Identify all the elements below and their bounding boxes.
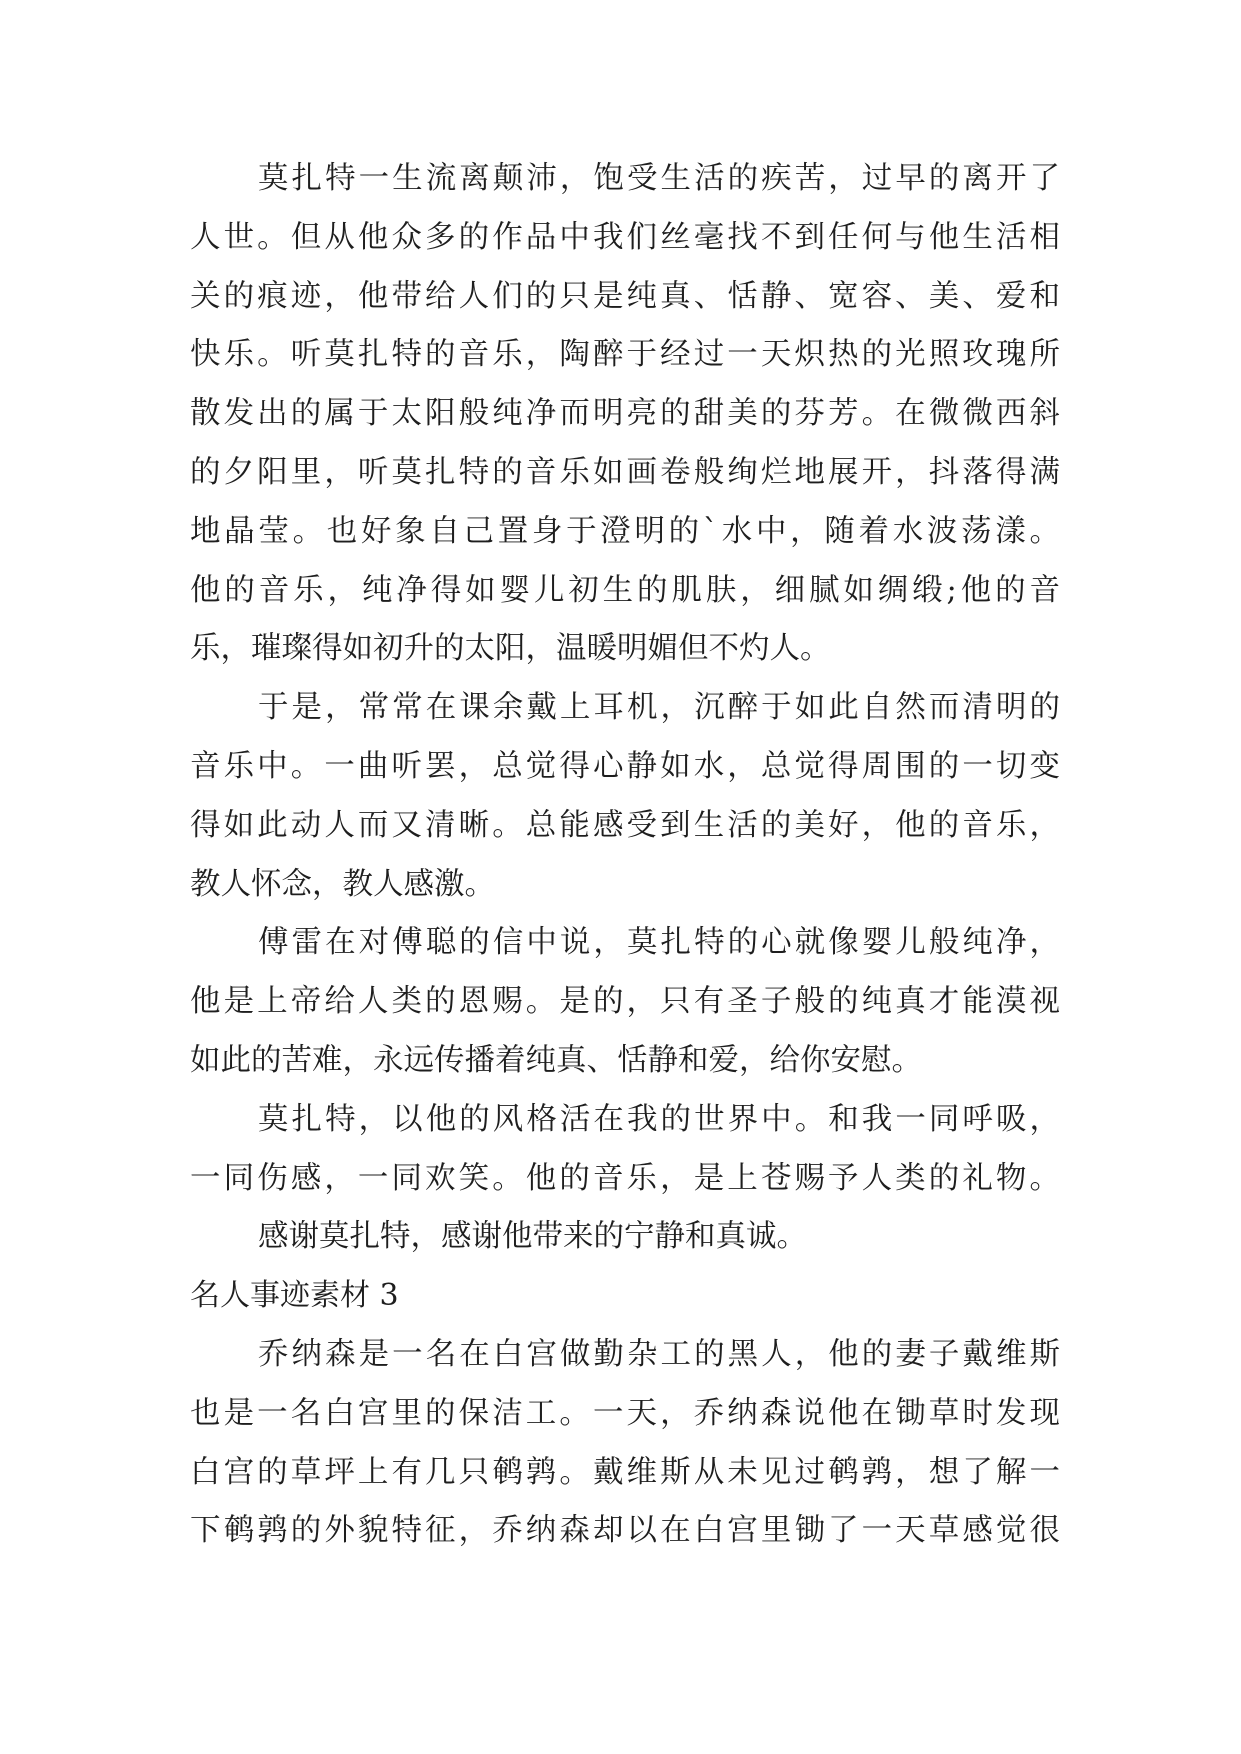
text-line: 快乐。听莫扎特的音乐，陶醉于经过一天炽热的光照玫瑰所 xyxy=(190,337,1060,373)
text-line: 白宫的草坪上有几只鹌鹑。戴维斯从未见过鹌鹑，想了解一 xyxy=(190,1454,1060,1490)
document-body xyxy=(190,150,1060,1561)
text-line: 音乐中。一曲听罢，总觉得心静如水，总觉得周围的一切变 xyxy=(190,748,1060,784)
text-line: 于是，常常在课余戴上耳机，沉醉于如此自然而清明的 xyxy=(258,690,1060,726)
text-line: 散发出的属于太阳般纯净而明亮的甜美的芬芳。在微微西斜 xyxy=(190,396,1060,432)
text-line: 莫扎特一生流离颠沛，饱受生活的疾苦，过早的离开了 xyxy=(258,161,1060,196)
text-line: 一同伤感，一同欢笑。他的音乐，是上苍赐予人类的礼物。 xyxy=(190,1160,1060,1196)
text-line: 的夕阳里，听莫扎特的音乐如画卷般绚烂地展开，抖落得满 xyxy=(190,454,1060,490)
text-line: 莫扎特，以他的风格活在我的世界中。和我一同呼吸， xyxy=(258,1101,1060,1137)
text-line: 教人怀念，教人感激。 xyxy=(190,866,495,902)
text-line: 人世。但从他众多的作品中我们丝毫找不到任何与他生活相 xyxy=(190,219,1060,255)
text-line: 得如此动人而又清晰。总能感受到生活的美好，他的音乐， xyxy=(190,807,1060,843)
text-line: 下鹌鹑的外貌特征，乔纳森却以在白宫里锄了一天草感觉很 xyxy=(190,1513,1060,1549)
text-line: 乐，璀璨得如初升的太阳，温暖明媚但不灼人。 xyxy=(190,631,831,667)
text-line: 如此的苦难，永远传播着纯真、恬静和爱，给你安慰。 xyxy=(190,1042,922,1078)
section-heading: 名人事迹素材 3 xyxy=(190,1278,399,1314)
text-line: 地晶莹。也好象自己置身于澄明的`水中，随着水波荡漾。 xyxy=(190,513,1060,549)
text-line: 他的音乐，纯净得如婴儿初生的肌肤，细腻如绸缎;他的音 xyxy=(190,572,1060,608)
text-line: 感谢莫扎特，感谢他带来的宁静和真诚。 xyxy=(258,1219,807,1255)
text-line: 他是上帝给人类的恩赐。是的，只有圣子般的纯真才能漠视 xyxy=(190,984,1060,1020)
text-line: 也是一名白宫里的保洁工。一天，乔纳森说他在锄草时发现 xyxy=(190,1395,1060,1431)
text-line: 乔纳森是一名在白宫做勤杂工的黑人，他的妻子戴维斯 xyxy=(258,1336,1060,1372)
text-line: 关的痕迹，他带给人们的只是纯真、恬静、宽容、美、爱和 xyxy=(190,278,1060,314)
text-line: 傅雷在对傅聪的信中说，莫扎特的心就像婴儿般纯净， xyxy=(258,925,1060,961)
